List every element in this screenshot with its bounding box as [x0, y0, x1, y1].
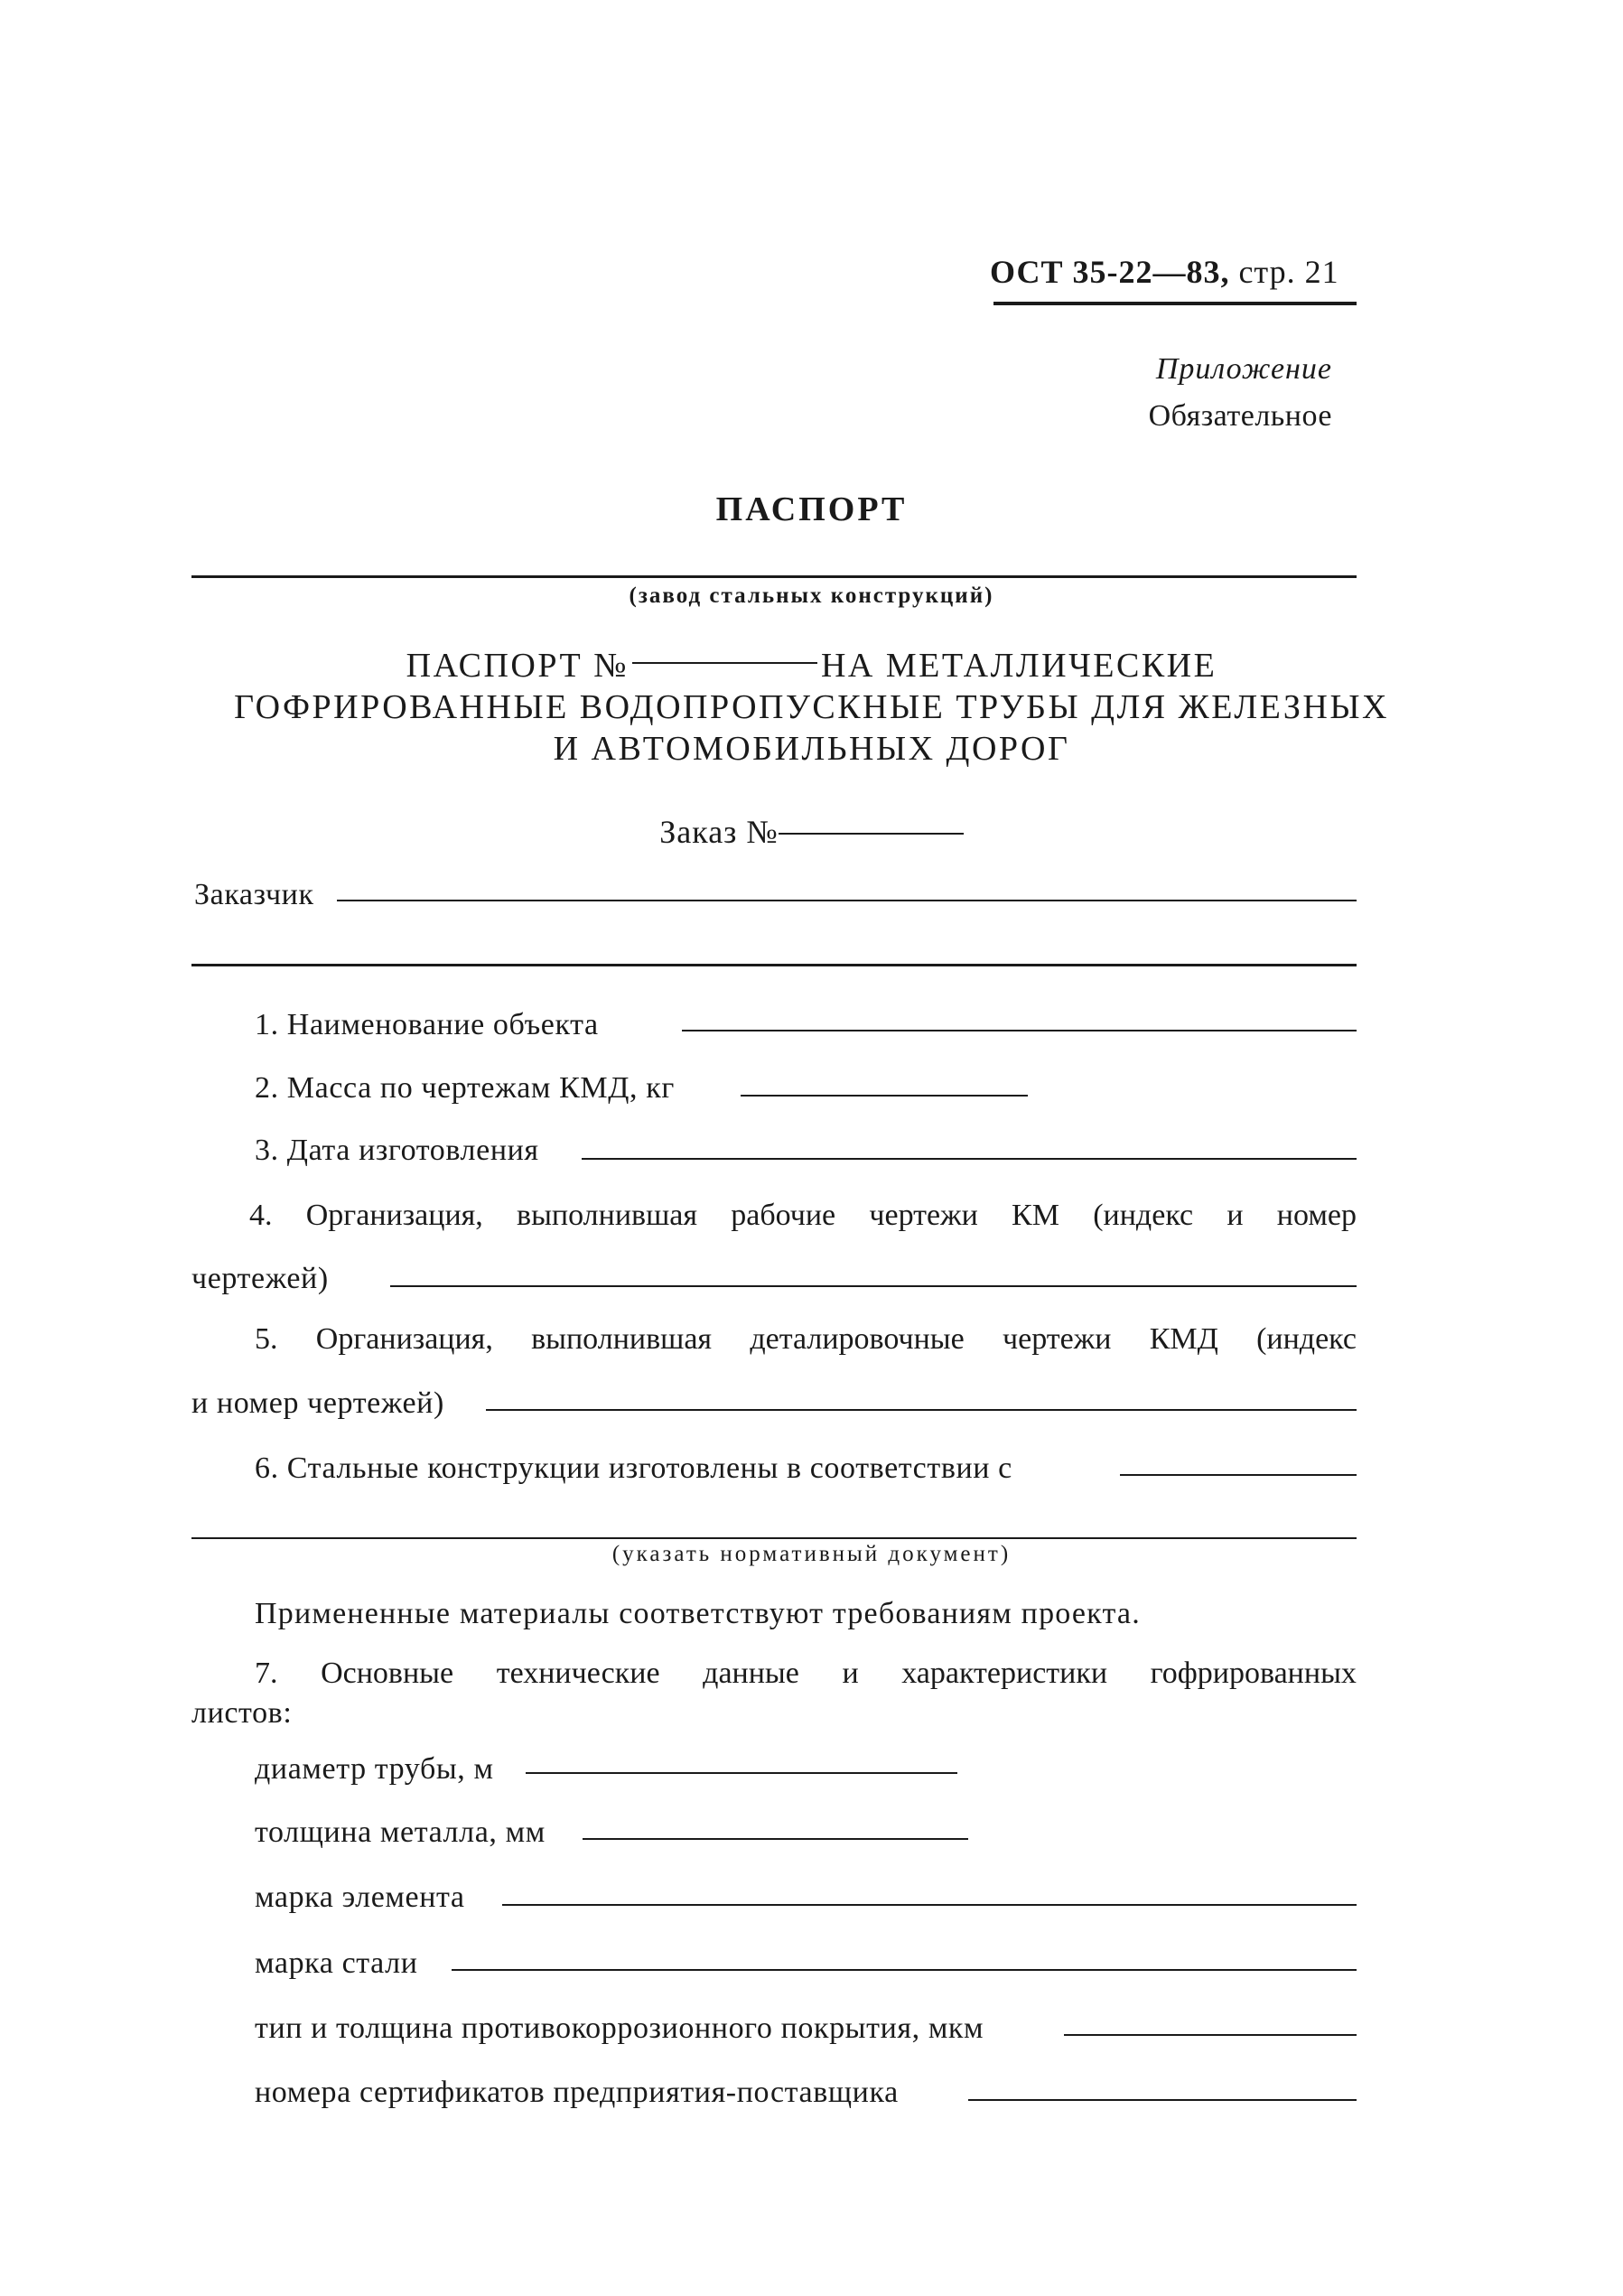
order-row	[0, 813, 1623, 851]
appendix-title: Приложение	[1155, 352, 1332, 386]
word: Организация,	[305, 1199, 483, 1232]
word: номер	[1276, 1199, 1357, 1232]
mass-label: 2. Масса по чертежам КМД, кг	[255, 1071, 675, 1105]
document-code	[990, 253, 1339, 291]
passport-number-field[interactable]	[632, 662, 817, 664]
materials-statement: Примененные материалы соответствуют требованиям проекта.	[255, 1597, 1141, 1630]
element-mark-label: марка элемента	[255, 1881, 465, 1914]
word: Основные	[321, 1657, 454, 1690]
item7-line-1	[255, 1657, 1357, 1691]
word: гофрированных	[1150, 1657, 1357, 1690]
word: 7.	[255, 1657, 278, 1690]
org-km-label-2: чертежей)	[191, 1262, 329, 1295]
object-name-label: 1. Наименование объекта	[255, 1008, 599, 1041]
customer-label: Заказчик	[194, 878, 314, 911]
certificates-field[interactable]	[968, 2099, 1357, 2101]
word: технические	[496, 1657, 660, 1690]
normative-doc-field[interactable]	[191, 1537, 1357, 1539]
heading-line-3: И АВТОМОБИЛЬНЫХ ДОРОГ	[553, 730, 1070, 768]
heading-line-1	[0, 646, 1623, 686]
word: (индекс	[1093, 1199, 1194, 1232]
word: КМД	[1149, 1322, 1218, 1356]
word: выполнившая	[517, 1199, 697, 1232]
customer-field[interactable]	[337, 900, 1357, 901]
org-km-line-1	[249, 1199, 1357, 1233]
ost-code: ОСТ 35-22—83,	[990, 254, 1230, 290]
pipe-diameter-label: диаметр трубы, м	[255, 1752, 494, 1786]
word: данные	[703, 1657, 799, 1690]
word: Организация,	[315, 1322, 493, 1356]
item7-line-2: листов:	[191, 1696, 293, 1730]
object-name-field[interactable]	[682, 1030, 1357, 1031]
page-number: стр. 21	[1238, 254, 1339, 290]
word: рабочие	[731, 1199, 836, 1232]
pipe-diameter-field[interactable]	[526, 1772, 957, 1774]
steel-grade-field[interactable]	[452, 1969, 1357, 1971]
order-number-field[interactable]	[779, 833, 964, 835]
page-title: ПАСПОРТ	[715, 490, 908, 528]
word: и	[842, 1657, 859, 1690]
date-label: 3. Дата изготовления	[255, 1134, 539, 1167]
normative-caption: (указать нормативный документ)	[611, 1542, 1012, 1566]
steel-grade-label: марка стали	[255, 1946, 418, 1980]
org-kmd-label-2: и номер чертежей)	[191, 1386, 444, 1420]
order-label: Заказ №	[659, 814, 779, 850]
compliance-label: 6. Стальные конструкции изготовлены в соответствии с	[255, 1451, 1012, 1485]
certificates-label: номера сертификатов предприятия-поставщика	[255, 2076, 899, 2109]
metal-thickness-field[interactable]	[583, 1838, 968, 1840]
compliance-field[interactable]	[1120, 1474, 1357, 1476]
word: чертежи	[1003, 1322, 1112, 1356]
word: чертежи	[869, 1199, 978, 1232]
mass-field[interactable]	[741, 1095, 1028, 1097]
org-km-field[interactable]	[390, 1285, 1357, 1287]
word: деталировочные	[750, 1322, 965, 1356]
plant-caption: (завод стальных конструкций)	[629, 583, 994, 608]
org-kmd-field[interactable]	[486, 1409, 1357, 1411]
word: КМ	[1012, 1199, 1059, 1232]
element-mark-field[interactable]	[502, 1904, 1357, 1906]
header-underline	[993, 302, 1357, 305]
heading-suffix: НА МЕТАЛЛИЧЕСКИЕ	[820, 647, 1217, 685]
appendix-status: Обязательное	[1148, 399, 1332, 433]
word: 4.	[249, 1199, 273, 1232]
word: (индекс	[1256, 1322, 1357, 1356]
heading-prefix: ПАСПОРТ №	[406, 647, 629, 685]
plant-field-line[interactable]	[191, 575, 1357, 578]
metal-thickness-label: толщина металла, мм	[255, 1815, 546, 1849]
customer-field-line-2[interactable]	[191, 964, 1357, 966]
heading-line-2: ГОФРИРОВАННЫЕ ВОДОПРОПУСКНЫЕ ТРУБЫ ДЛЯ ЖЕЛЕЗНЫХ	[234, 688, 1389, 726]
word: 5.	[255, 1322, 278, 1356]
word: выполнившая	[531, 1322, 713, 1356]
word: характеристики	[901, 1657, 1108, 1690]
coating-field[interactable]	[1064, 2034, 1357, 2036]
date-field[interactable]	[582, 1158, 1357, 1160]
org-kmd-line-1	[255, 1322, 1357, 1357]
word: и	[1227, 1199, 1244, 1232]
coating-label: тип и толщина противокоррозионного покрытия, мкм	[255, 2011, 984, 2045]
